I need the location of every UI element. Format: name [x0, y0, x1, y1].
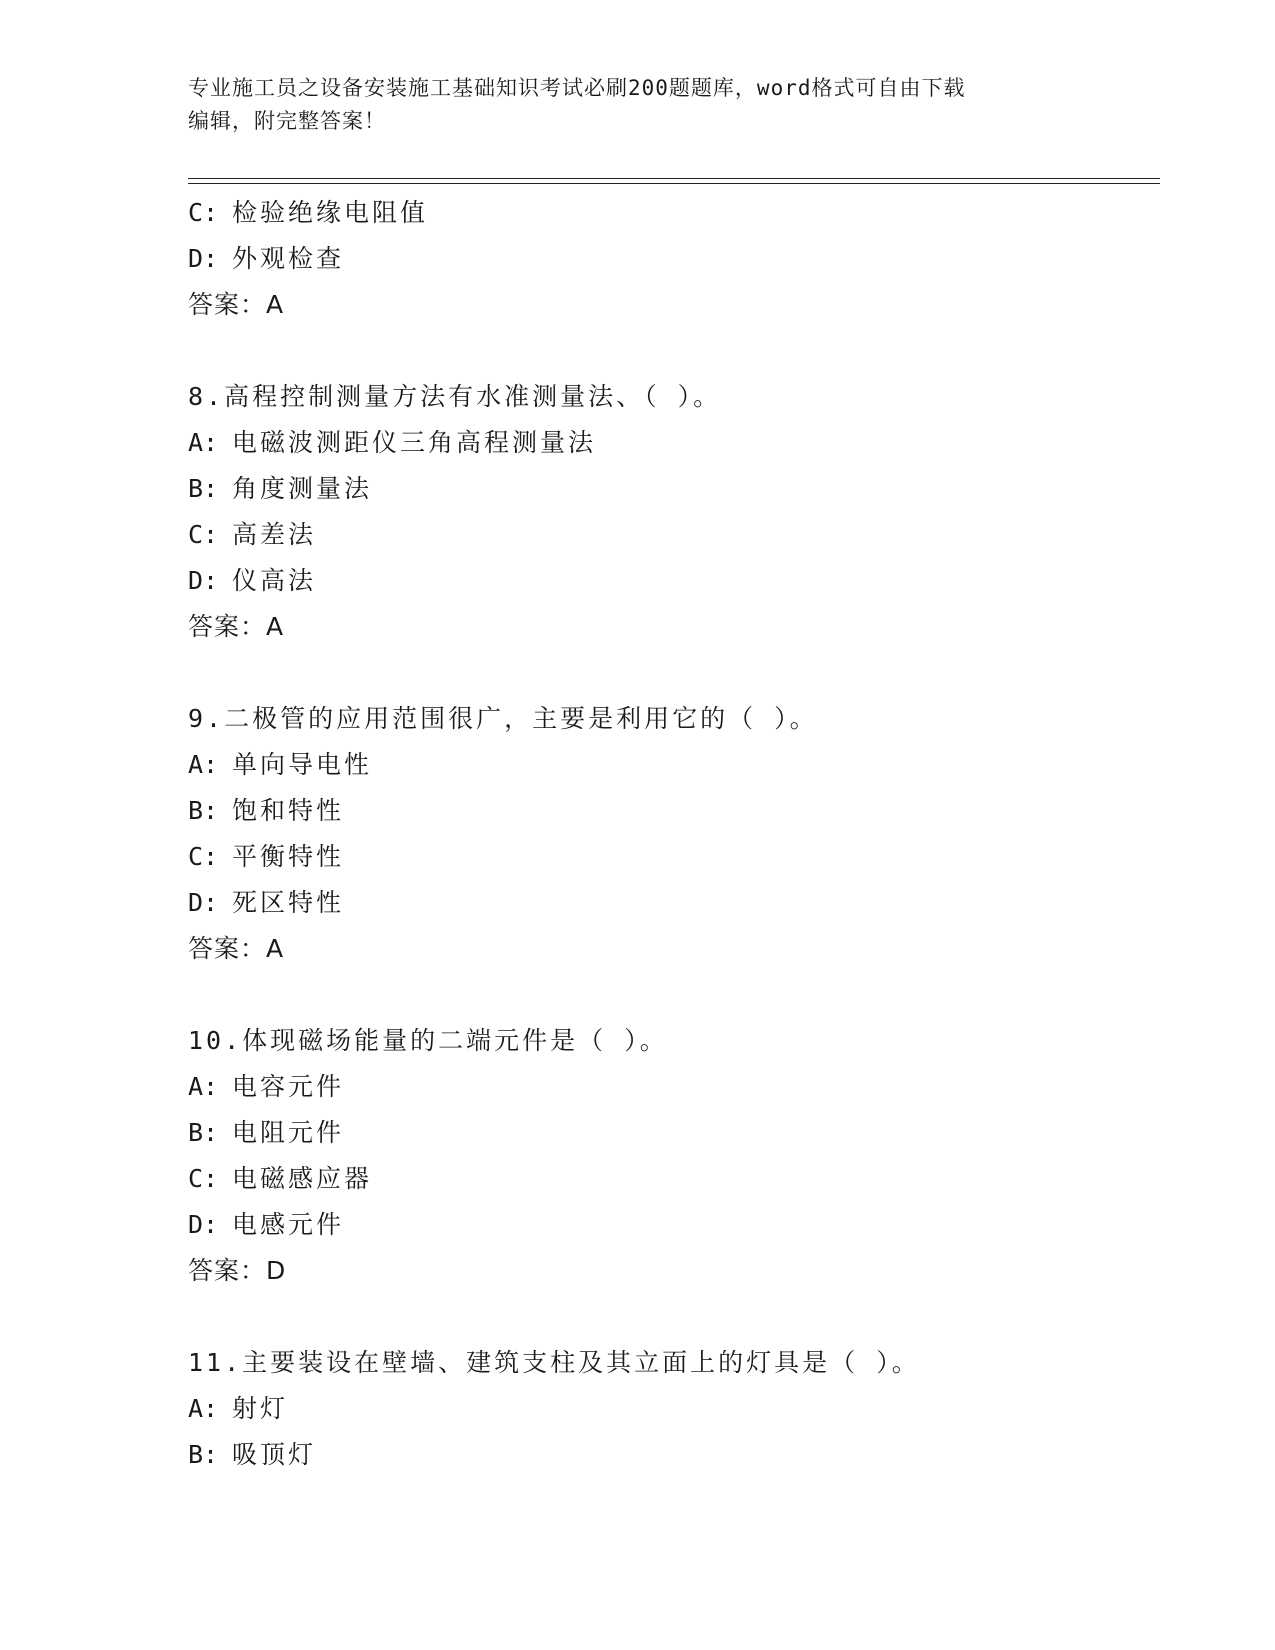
option-key: D:: [188, 888, 219, 917]
question-10: [188, 1018, 1158, 1294]
question-text: 10.体现磁场能量的二端元件是（ ）。: [188, 1026, 668, 1055]
question-text: 11.主要装设在壁墙、建筑支柱及其立面上的灯具是（ ）。: [188, 1348, 920, 1377]
option-a: [188, 1386, 1158, 1432]
option-key: B:: [188, 474, 219, 503]
option-text: 电磁感应器: [232, 1164, 373, 1193]
answer-line: 答案：A: [188, 290, 285, 319]
option-text: 电磁波测距仪三角高程测量法: [232, 428, 597, 457]
option-text: 仪高法: [232, 566, 317, 595]
option-text: 检验绝缘电阻值: [232, 198, 429, 227]
option-key: A:: [188, 428, 219, 457]
option-key: C:: [188, 1164, 219, 1193]
answer-line: 答案：D: [188, 1256, 287, 1285]
option-text: 射灯: [232, 1394, 289, 1423]
option-key: D:: [188, 566, 219, 595]
question-7: [188, 190, 1158, 328]
option-c: [188, 512, 1158, 558]
option-text: 高差法: [232, 520, 317, 549]
option-key: A:: [188, 1394, 219, 1423]
option-text: 电感元件: [232, 1210, 345, 1239]
option-d: [188, 558, 1158, 604]
option-a: [188, 420, 1158, 466]
option-b: [188, 466, 1158, 512]
option-key: C:: [188, 198, 219, 227]
option-c: [188, 834, 1158, 880]
question-text: 9.二极管的应用范围很广，主要是利用它的（ ）。: [188, 704, 818, 733]
option-text: 吸顶灯: [232, 1440, 317, 1469]
answer-line: 答案：A: [188, 934, 285, 963]
question-11: [188, 1340, 1158, 1478]
question-list: [188, 190, 1158, 1478]
option-b: [188, 1432, 1158, 1478]
option-d: [188, 236, 1158, 282]
option-key: D:: [188, 1210, 219, 1239]
option-text: 电容元件: [232, 1072, 345, 1101]
answer-line: 答案：A: [188, 612, 285, 641]
question-text: 8.高程控制测量方法有水准测量法、（ ）。: [188, 382, 722, 411]
question-9: [188, 696, 1158, 972]
option-c: [188, 1156, 1158, 1202]
option-a: [188, 742, 1158, 788]
header-line-1: 专业施工员之设备安装施工基础知识考试必刷200题题库，word格式可自由下载: [188, 76, 966, 100]
option-b: [188, 1110, 1158, 1156]
option-key: C:: [188, 842, 219, 871]
option-text: 饱和特性: [232, 796, 345, 825]
option-a: [188, 1064, 1158, 1110]
option-b: [188, 788, 1158, 834]
header-line-2: 编辑，附完整答案！: [188, 109, 386, 133]
option-d: [188, 1202, 1158, 1248]
option-key: C:: [188, 520, 219, 549]
option-text: 外观检查: [232, 244, 345, 273]
option-key: B:: [188, 1440, 219, 1469]
option-key: D:: [188, 244, 219, 273]
option-text: 角度测量法: [232, 474, 373, 503]
document-header: [188, 72, 1068, 138]
option-d: [188, 880, 1158, 926]
option-key: A:: [188, 1072, 219, 1101]
option-text: 平衡特性: [232, 842, 345, 871]
header-divider-top: [188, 178, 1160, 179]
option-text: 单向导电性: [232, 750, 373, 779]
option-text: 电阻元件: [232, 1118, 345, 1147]
option-key: B:: [188, 1118, 219, 1147]
option-c: [188, 190, 1158, 236]
option-text: 死区特性: [232, 888, 345, 917]
option-key: B:: [188, 796, 219, 825]
header-divider-bottom: [188, 183, 1160, 184]
option-key: A:: [188, 750, 219, 779]
question-8: [188, 374, 1158, 650]
